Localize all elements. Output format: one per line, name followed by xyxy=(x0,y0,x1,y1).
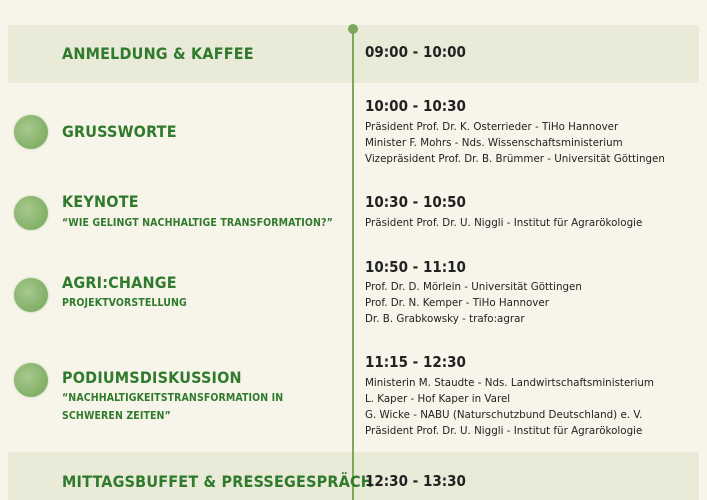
speaker-line: Dr. B. Grabkowsky - trafo:agrar xyxy=(365,313,525,325)
bullet-dot xyxy=(14,115,48,149)
session-time-panel: 11:15 - 12:30 xyxy=(365,353,466,371)
session-subtitle-panel-line2: SCHWEREN ZEITEN” xyxy=(62,410,171,422)
bullet-dot xyxy=(14,278,48,312)
speaker-line: Prof. Dr. D. Mörlein - Universität Göttingen xyxy=(365,281,582,293)
speaker-line: Präsident Prof. Dr. U. Niggli - Institut für Agrarökologie xyxy=(365,217,643,229)
session-title-lunch: MITTAGSBUFFET & PRESSEGESPRÄCH xyxy=(62,472,374,491)
speaker-line: Prof. Dr. N. Kemper - TiHo Hannover xyxy=(365,297,549,309)
speaker-line: L. Kaper - Hof Kaper in Varel xyxy=(365,393,511,405)
session-subtitle-agrichange: PROJEKTVORSTELLUNG xyxy=(62,297,187,309)
speaker-line: Präsident Prof. Dr. U. Niggli - Institut für Agrarökologie xyxy=(365,425,643,437)
session-time-welcome: 10:00 - 10:30 xyxy=(365,97,466,115)
speaker-line: Minister F. Mohrs - Nds. Wissenschaftsministerium xyxy=(365,137,623,149)
session-time-agrichange: 10:50 - 11:10 xyxy=(365,258,466,276)
session-title-registration: ANMELDUNG & KAFFEE xyxy=(62,44,254,63)
speaker-line: Vizepräsident Prof. Dr. B. Brümmer - Universität Göttingen xyxy=(365,153,665,165)
speaker-line: Ministerin M. Staudte - Nds. Landwirtschaftsministerium xyxy=(365,377,654,389)
bullet-dot xyxy=(14,363,48,397)
session-subtitle-keynote: “WIE GELINGT NACHHALTIGE TRANSFORMATION?” xyxy=(62,217,333,229)
speaker-line: Präsident Prof. Dr. K. Osterrieder - TiHo Hannover xyxy=(365,121,619,133)
timeline-line xyxy=(352,28,354,500)
speaker-line: G. Wicke - NABU (Naturschutzbund Deutschland) e. V. xyxy=(365,409,643,421)
session-time-lunch: 12:30 - 13:30 xyxy=(365,472,466,490)
session-title-welcome: GRUSSWORTE xyxy=(62,122,177,141)
session-title-panel: PODIUMSDISKUSSION xyxy=(62,368,242,387)
timeline-start-dot xyxy=(348,24,358,34)
session-time-keynote: 10:30 - 10:50 xyxy=(365,193,466,211)
session-time-registration: 09:00 - 10:00 xyxy=(365,43,466,61)
bullet-dot xyxy=(14,196,48,230)
session-subtitle-panel-line1: “NACHHALTIGKEITSTRANSFORMATION IN xyxy=(62,392,284,404)
session-title-agrichange: AGRI:CHANGE xyxy=(62,273,177,292)
session-title-keynote: KEYNOTE xyxy=(62,192,139,211)
